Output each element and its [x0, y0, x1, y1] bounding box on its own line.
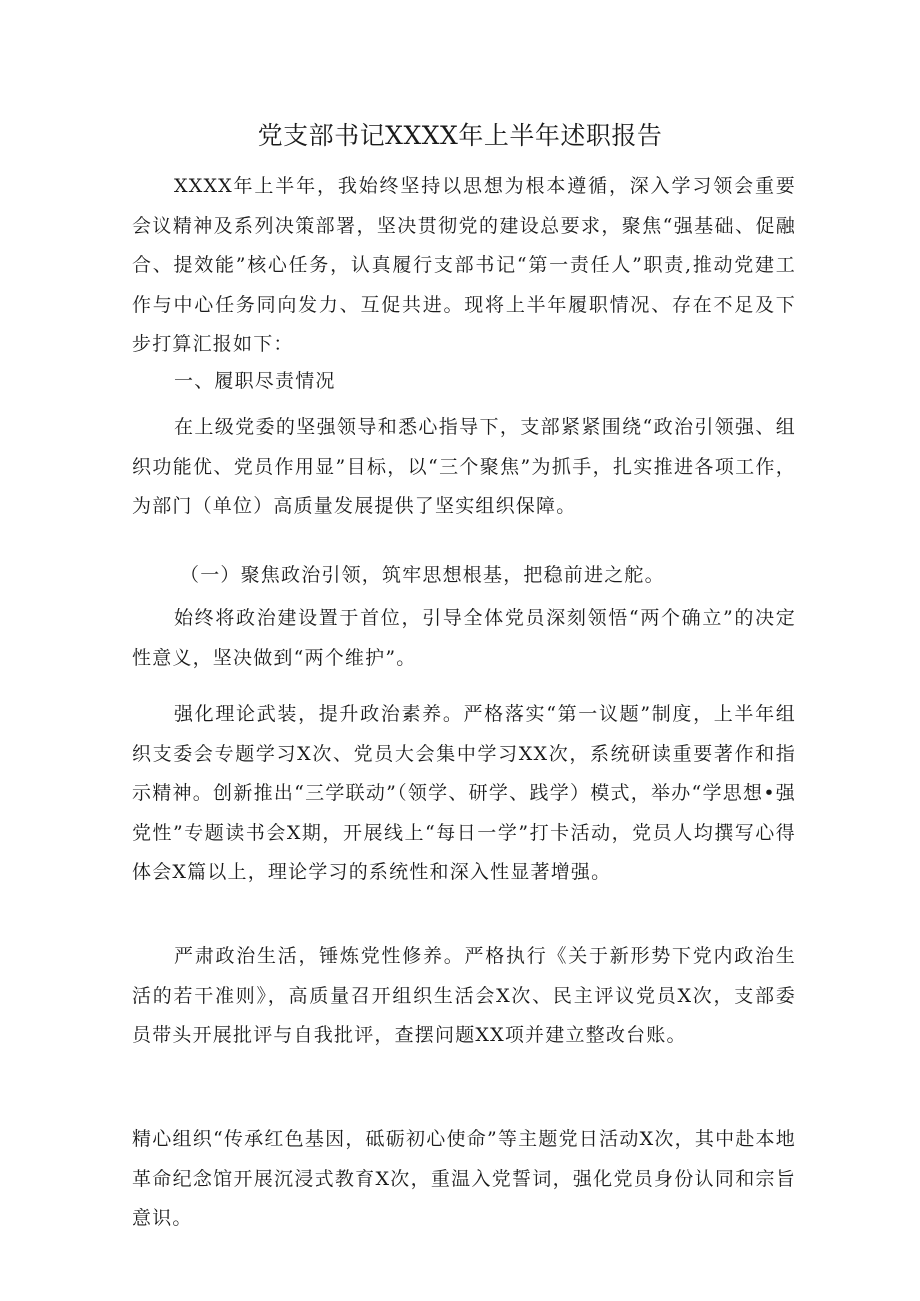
document-title: 党支部书记XXXX年上半年述职报告 [257, 121, 663, 150]
intro-paragraph: XXXX年上半年，我始终坚持以思想为根本遵循，深入学习领会重要会议精神及系列决策部署，坚决贯彻党的建设总要求，聚焦“强基础、促融合、提效能”核心任务，认真履行支部书记“第一责任人”职责,推动党建工作与中心任务同向发力、互促共进。现将上半年履职情况、存在不足及下步打算汇报如下： [132, 175, 796, 355]
political-life-paragraph: 严肃政治生活，锤炼党性修养。严格执行《关于新形势下党内政治生活的若干准则》，高质量召开组织生活会X次、民主评议党员X次，支部委员带头开展批评与自我批评，查摆问题XX项并建立整改台账。 [132, 945, 796, 1046]
theme-activities-paragraph: 精心组织“传承红色基因，砥砺初心使命”等主题党日活动X次，其中赴本地革命纪念馆开展沉浸式教育X次，重温入党誓词，强化党员身份认同和宗旨意识。 [132, 1128, 796, 1229]
subsection-1-intro-paragraph: 始终将政治建设置于首位，引导全体党员深刻领悟“两个确立”的决定性意义，坚决做到“两个维护”。 [132, 607, 796, 669]
theory-study-paragraph: 强化理论武装，提升政治素养。严格落实“第一议题”制度，上半年组织支委会专题学习X次、党员大会集中学习XX次，系统研读重要著作和指示精神。创新推出“三学联动”（领学、研学、践学）模式，举办“学思想•强党性”专题读书会X期，开展线上“每日一学”打卡活动，党员人均撰写心得体会X篇以上，理论学习的系统性和深入性显著增强。 [132, 703, 796, 883]
section-1-intro-paragraph: 在上级党委的坚强领导和悉心指导下，支部紧紧围绕“政治引领强、组织功能优、党员作用显”目标，以“三个聚焦”为抓手，扎实推进各项工作，为部门（单位）高质量发展提供了坚实组织保障。 [132, 416, 796, 517]
section-heading-1: 一、履职尽责情况 [174, 370, 336, 392]
subsection-heading-1: （一）聚焦政治引领，筑牢思想根基，把稳前进之舵。 [180, 564, 665, 586]
